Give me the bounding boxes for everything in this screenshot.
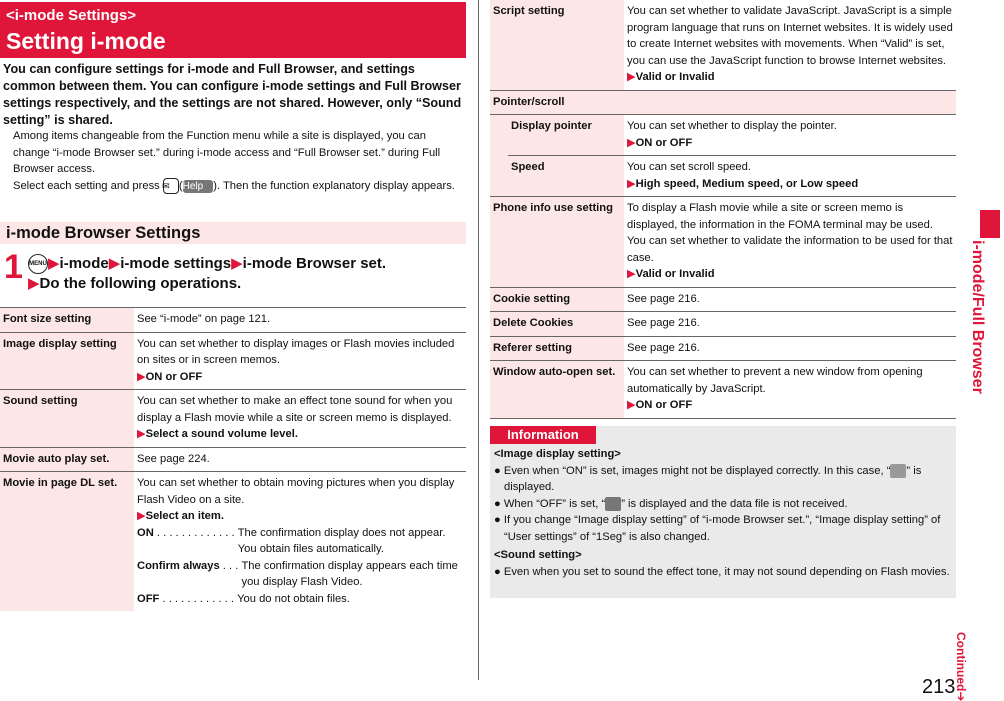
table-row: Referer setting See page 216. — [490, 336, 956, 361]
left-settings-table — [0, 307, 466, 611]
table-row: Font size setting See “i-mode” on page 121. — [0, 308, 466, 333]
information-badge: Information — [490, 426, 596, 444]
table-row: Display pointer You can set whether to display the pointer. ▶ON or OFF — [490, 115, 956, 156]
chapter-side-tab: i-mode/Full Browser — [966, 210, 1000, 410]
column-divider — [478, 0, 479, 680]
page-number: 213 — [922, 676, 956, 698]
table-row: Movie in page DL set. You can set whether to obtain moving pictures when you display Flash Video on a site. ▶Select an item. ON . . . . . . . . . . . . . The confirmation display does not appear. You obtain files automatically. Confirm always . . . The confirmation display appears each time you display Flash Video. OFF . . . . . . . . . . . . You do not obtain files. — [0, 472, 466, 612]
table-row: Pointer/scroll — [490, 90, 956, 115]
information-box: Information <Image display setting> ● Even when “ON” is set, images might not be displayed correctly. In this case, “ ” is displayed. ● When “OFF” is set, “ ” is displayed and the data file is not received. ● If you change “Image display setting” of “i-mode Browser set.”, “Image display setting” of “User settings” of “1Seg” is also changed. <Sound setting> ● Even when you set to sound the effect tone, it may not sound depending on Flash movies. — [490, 426, 956, 598]
section-heading: i-mode Browser Settings — [0, 222, 466, 244]
table-row: Sound setting You can set whether to make an effect tone sound for when you display a Flash movie while a site or screen memo is displayed. ▶Select a sound volume level. — [0, 390, 466, 448]
table-row: Script setting You can set whether to validate JavaScript. JavaScript is a simple program language that runs on Internet websites. It is widely used to create Internet websites with movements. When “Valid” is set, you can use the JavaScript function to browse Internet websites. ▶Valid or Invalid — [490, 0, 956, 90]
bullet-item: Select each setting and press ✉ (Help ). Then the function explanatory display appears. — [13, 179, 455, 192]
bullet-item: Among items changeable from the Function menu while a site is displayed, you can change “i-mode Browser set.” during i-mode access and “Full Browser set.” during Full Browser access. — [13, 130, 441, 175]
right-settings-table — [490, 0, 956, 419]
info-item: ● Even when “ON” is set, images might not be displayed correctly. In this case, “ ” is displayed. — [494, 464, 922, 493]
table-row: Delete Cookies See page 216. — [490, 312, 956, 337]
table-row: Cookie setting See page 216. — [490, 287, 956, 312]
continued-label: Continued➔ — [954, 632, 968, 701]
menu-key-icon: MENU — [28, 254, 48, 274]
table-row: Phone info use setting To display a Flash movie while a site or screen memo is displayed, the information in the FOMA terminal may be used. You can set whether to validate the information to be used for that case. ▶Valid or Invalid — [490, 197, 956, 288]
bullet-list — [3, 128, 465, 194]
image-off-icon — [605, 497, 621, 511]
info-item: ● Even when you set to sound the effect tone, it may not sound depending on Flash movies. — [494, 565, 950, 578]
broken-image-icon — [890, 464, 906, 478]
table-row: Image display setting You can set whether to display images or Flash movies included on sites or in screen memos. ▶ON or OFF — [0, 332, 466, 390]
step-number: 1 — [4, 248, 23, 286]
chapter-header — [0, 2, 466, 58]
help-softkey: Help — [183, 180, 214, 193]
intro-text: You can configure settings for i-mode and Full Browser, and settings common between them. You can configure i-mode settings and Full Browser settings respectively, and the settings are not shared. However, only “Sound setting” is shared. — [3, 62, 462, 127]
info-item: ● When “OFF” is set, “ ” is displayed and the data file is not received. — [494, 497, 848, 510]
table-row: Speed You can set scroll speed. ▶High speed, Medium speed, or Low speed — [490, 156, 956, 197]
header-subtitle: <i-mode Settings> — [6, 7, 137, 24]
table-row: Movie auto play set. See page 224. — [0, 447, 466, 472]
info-item: ● If you change “Image display setting” of “i-mode Browser set.”, “Image display setting” of “User settings” of “1Seg” is also changed. — [494, 514, 941, 543]
mail-key-icon: ✉ — [163, 178, 179, 194]
page-title: Setting i-mode — [6, 28, 166, 54]
table-row: Window auto-open set. You can set whether to prevent a new window from opening automatically by JavaScript. ▶ON or OFF — [490, 361, 956, 419]
